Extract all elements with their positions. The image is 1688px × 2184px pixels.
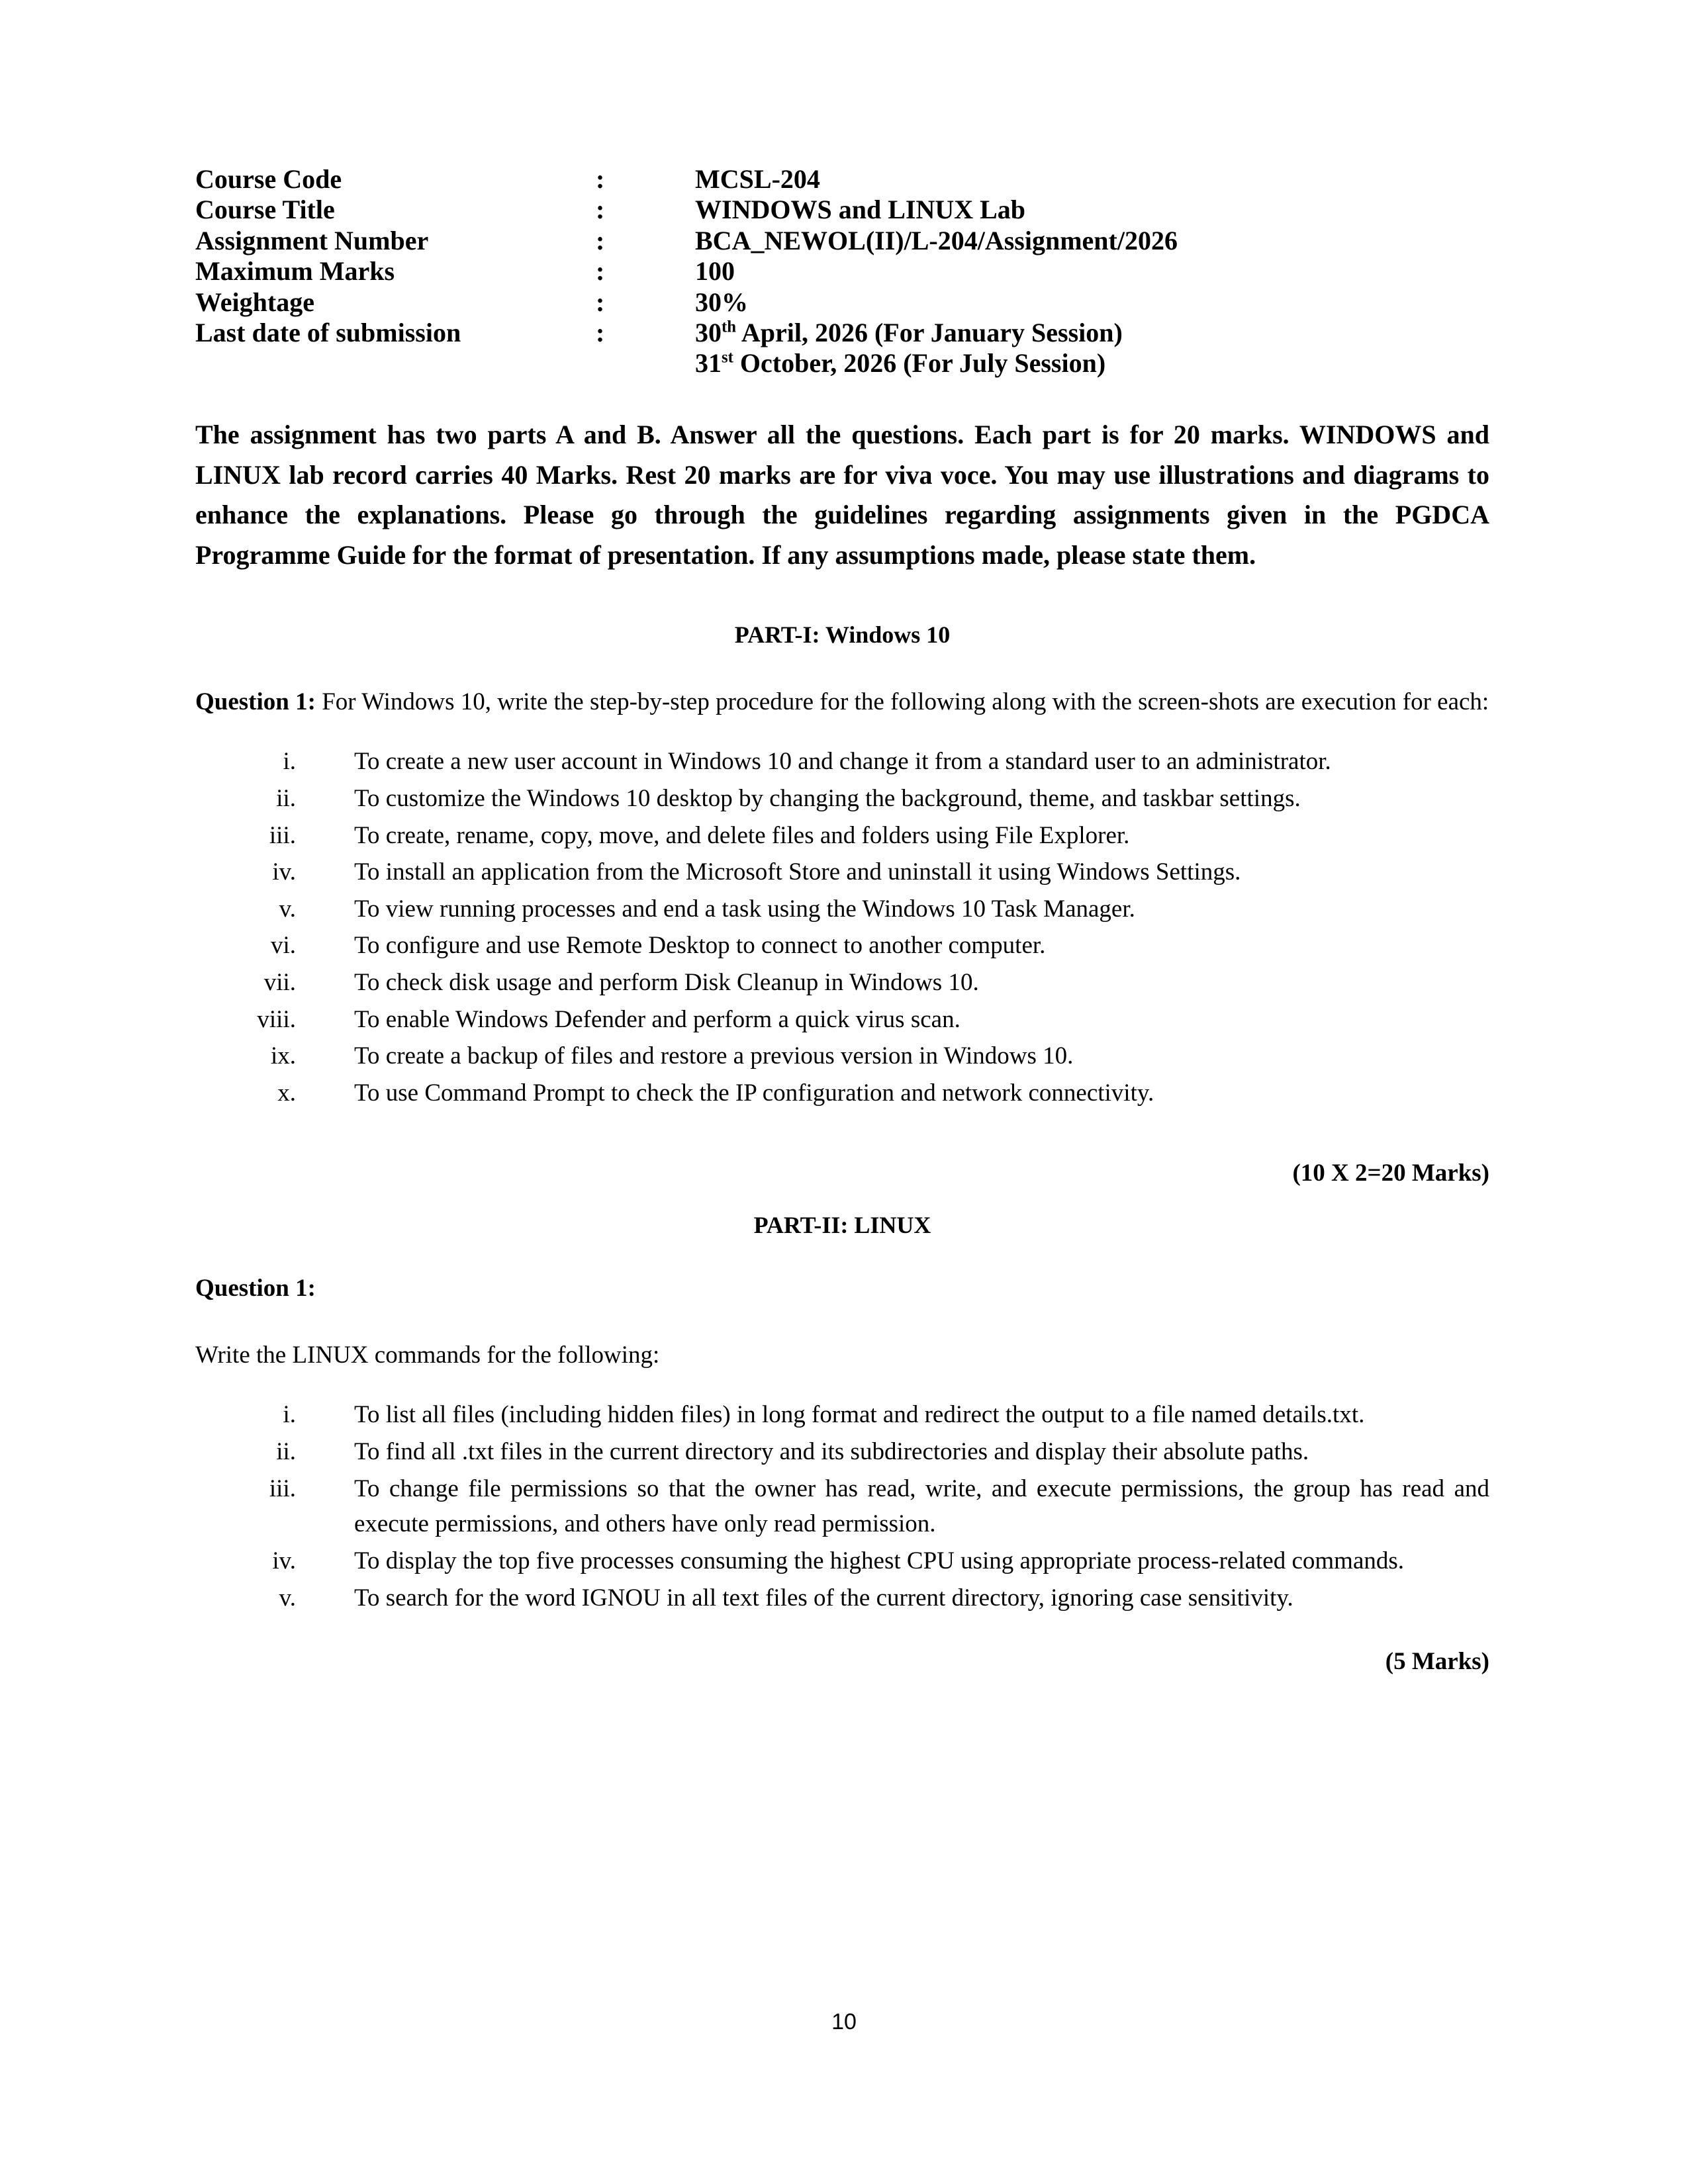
meta-label-assignment-number: Assignment Number: [195, 225, 429, 255]
meta-row-course-code: [195, 164, 1489, 195]
part-2-marks: (5 Marks): [1385, 1648, 1489, 1676]
meta-row-maximum-marks: [195, 256, 1489, 287]
list-item: [195, 1075, 1489, 1111]
meta-row-course-title: [195, 195, 1489, 225]
part-2-instruction-line: Write the LINUX commands for the following:: [195, 1341, 660, 1369]
list-item: [195, 891, 1489, 927]
list-item: [195, 1434, 1489, 1470]
list-item-text: To check disk usage and perform Disk Cleanup in Windows 10.: [354, 969, 979, 997]
list-item-marker: iii.: [269, 1475, 296, 1502]
list-item-marker: iv.: [272, 858, 296, 886]
list-item-text: To enable Windows Defender and perform a quick virus scan.: [354, 1005, 961, 1033]
list-item: [195, 1471, 1489, 1542]
list-item-text: To change file permissions so that the owner has read, write, and execute permissions, the group has read and execute permissions, and others have only read permission.: [354, 1475, 1489, 1538]
assignment-meta-table: [195, 164, 1489, 379]
last-date-january-rest: April, 2026 (For January Session): [736, 317, 1123, 347]
part-2-heading: PART-II: LINUX: [753, 1212, 931, 1239]
list-item: [195, 928, 1489, 964]
list-item-marker: i.: [283, 1401, 296, 1429]
list-item: [195, 854, 1489, 890]
assignment-instructions-paragraph: The assignment has two parts A and B. Answer all the questions. Each part is for 20 marks. WINDOWS and LINUX lab record carries 40 Marks. Rest 20 marks are for viva voce. You may use illustrations and diagrams to enhance the explanations. Please go through the guidelines regarding assignments given in the PGDCA Programme Guide for the format of presentation. If any assumptions made, please state them.: [195, 419, 1489, 570]
list-item-text: To use Command Prompt to check the IP configuration and network connectivity.: [354, 1079, 1154, 1107]
part-1-question-1-text: For Windows 10, write the step-by-step procedure for the following along with the screen-shots are execution for each:: [315, 688, 1489, 715]
list-item: [195, 965, 1489, 1001]
part-1-marks: (10 X 2=20 Marks): [1292, 1159, 1489, 1187]
list-item-text: To customize the Windows 10 desktop by changing the background, theme, and taskbar settings.: [354, 784, 1301, 812]
part-1-question-1-label: Question 1:: [195, 688, 316, 715]
list-item-marker: ii.: [276, 1437, 296, 1465]
list-item: [195, 1397, 1489, 1433]
page-number: 10: [831, 2009, 857, 2034]
list-item-text: To display the top five processes consuming the highest CPU using appropriate process-related commands.: [354, 1547, 1405, 1574]
meta-label-weightage: Weightage: [195, 287, 314, 317]
meta-colon-assignment-number: :: [596, 225, 605, 255]
list-item-marker: ix.: [270, 1042, 296, 1070]
last-date-january-day: 30: [695, 317, 722, 347]
meta-table-body: [195, 164, 1489, 379]
part-2-item-list: [195, 1397, 1489, 1615]
meta-row-last-date: [195, 318, 1489, 379]
list-item: [195, 1002, 1489, 1038]
last-date-july-day: 31: [695, 348, 722, 379]
meta-colon-weightage: :: [596, 287, 605, 317]
list-item-marker: v.: [279, 1584, 296, 1612]
list-item-marker: iv.: [272, 1547, 296, 1574]
meta-value-course-code: MCSL-204: [695, 164, 820, 194]
list-item-text: To find all .txt files in the current directory and its subdirectories and display their absolute paths.: [354, 1437, 1309, 1465]
list-item: [195, 1580, 1489, 1616]
meta-colon-maximum-marks: :: [596, 256, 605, 287]
part-1-question-1: [195, 685, 1489, 720]
list-item-marker: vi.: [270, 932, 296, 960]
meta-value-course-title: WINDOWS and LINUX Lab: [695, 195, 1026, 225]
meta-value-maximum-marks: 100: [695, 256, 735, 287]
list-item-text: To create a backup of files and restore a previous version in Windows 10.: [354, 1042, 1074, 1070]
page-content: [195, 164, 1489, 1679]
list-item-text: To search for the word IGNOU in all text files of the current directory, ignoring case sensitivity.: [354, 1584, 1293, 1612]
meta-colon-last-date: :: [596, 317, 605, 347]
list-item-text: To configure and use Remote Desktop to connect to another computer.: [354, 932, 1046, 960]
list-item-marker: vii.: [263, 969, 296, 997]
last-date-january-session: [695, 318, 1489, 348]
meta-label-maximum-marks: Maximum Marks: [195, 256, 395, 287]
last-date-july-rest: October, 2026 (For July Session): [733, 348, 1106, 379]
list-item-marker: ii.: [276, 784, 296, 812]
list-item: [195, 781, 1489, 817]
meta-label-course-code: Course Code: [195, 164, 342, 194]
list-item: [195, 1038, 1489, 1074]
list-item-marker: x.: [277, 1079, 296, 1107]
list-item-text: To create, rename, copy, move, and delete files and folders using File Explorer.: [354, 821, 1130, 849]
meta-row-weightage: [195, 287, 1489, 318]
list-item: [195, 1543, 1489, 1579]
last-date-july-suffix: st: [722, 349, 733, 367]
list-item-text: To list all files (including hidden files) in long format and redirect the output to a file named details.txt.: [354, 1401, 1365, 1429]
meta-label-last-date: Last date of submission: [195, 317, 461, 347]
list-item-marker: viii.: [257, 1005, 296, 1033]
list-item-marker: i.: [283, 748, 296, 776]
list-item: [195, 744, 1489, 780]
part-1-heading: PART-I: Windows 10: [734, 621, 951, 648]
list-item: [195, 818, 1489, 854]
meta-label-course-title: Course Title: [195, 195, 335, 225]
meta-colon-course-code: :: [596, 164, 605, 194]
last-date-july-session: [695, 348, 1489, 379]
meta-value-weightage: 30%: [695, 287, 748, 317]
part-2-question-1-label: Question 1:: [195, 1275, 316, 1302]
list-item-marker: v.: [279, 895, 296, 923]
meta-value-assignment-number: BCA_NEWOL(II)/L-204/Assignment/2026: [695, 225, 1178, 255]
list-item-text: To create a new user account in Windows 10 and change it from a standard user to an administrator.: [354, 748, 1331, 776]
last-date-january-suffix: th: [722, 318, 737, 336]
part-1-item-list: [195, 744, 1489, 1111]
meta-colon-course-title: :: [596, 195, 605, 225]
list-item-text: To install an application from the Microsoft Store and uninstall it using Windows Settings.: [354, 858, 1241, 886]
list-item-text: To view running processes and end a task using the Windows 10 Task Manager.: [354, 895, 1135, 923]
meta-row-assignment-number: [195, 226, 1489, 256]
meta-value-last-date: [695, 318, 1489, 379]
list-item-marker: iii.: [269, 821, 296, 849]
